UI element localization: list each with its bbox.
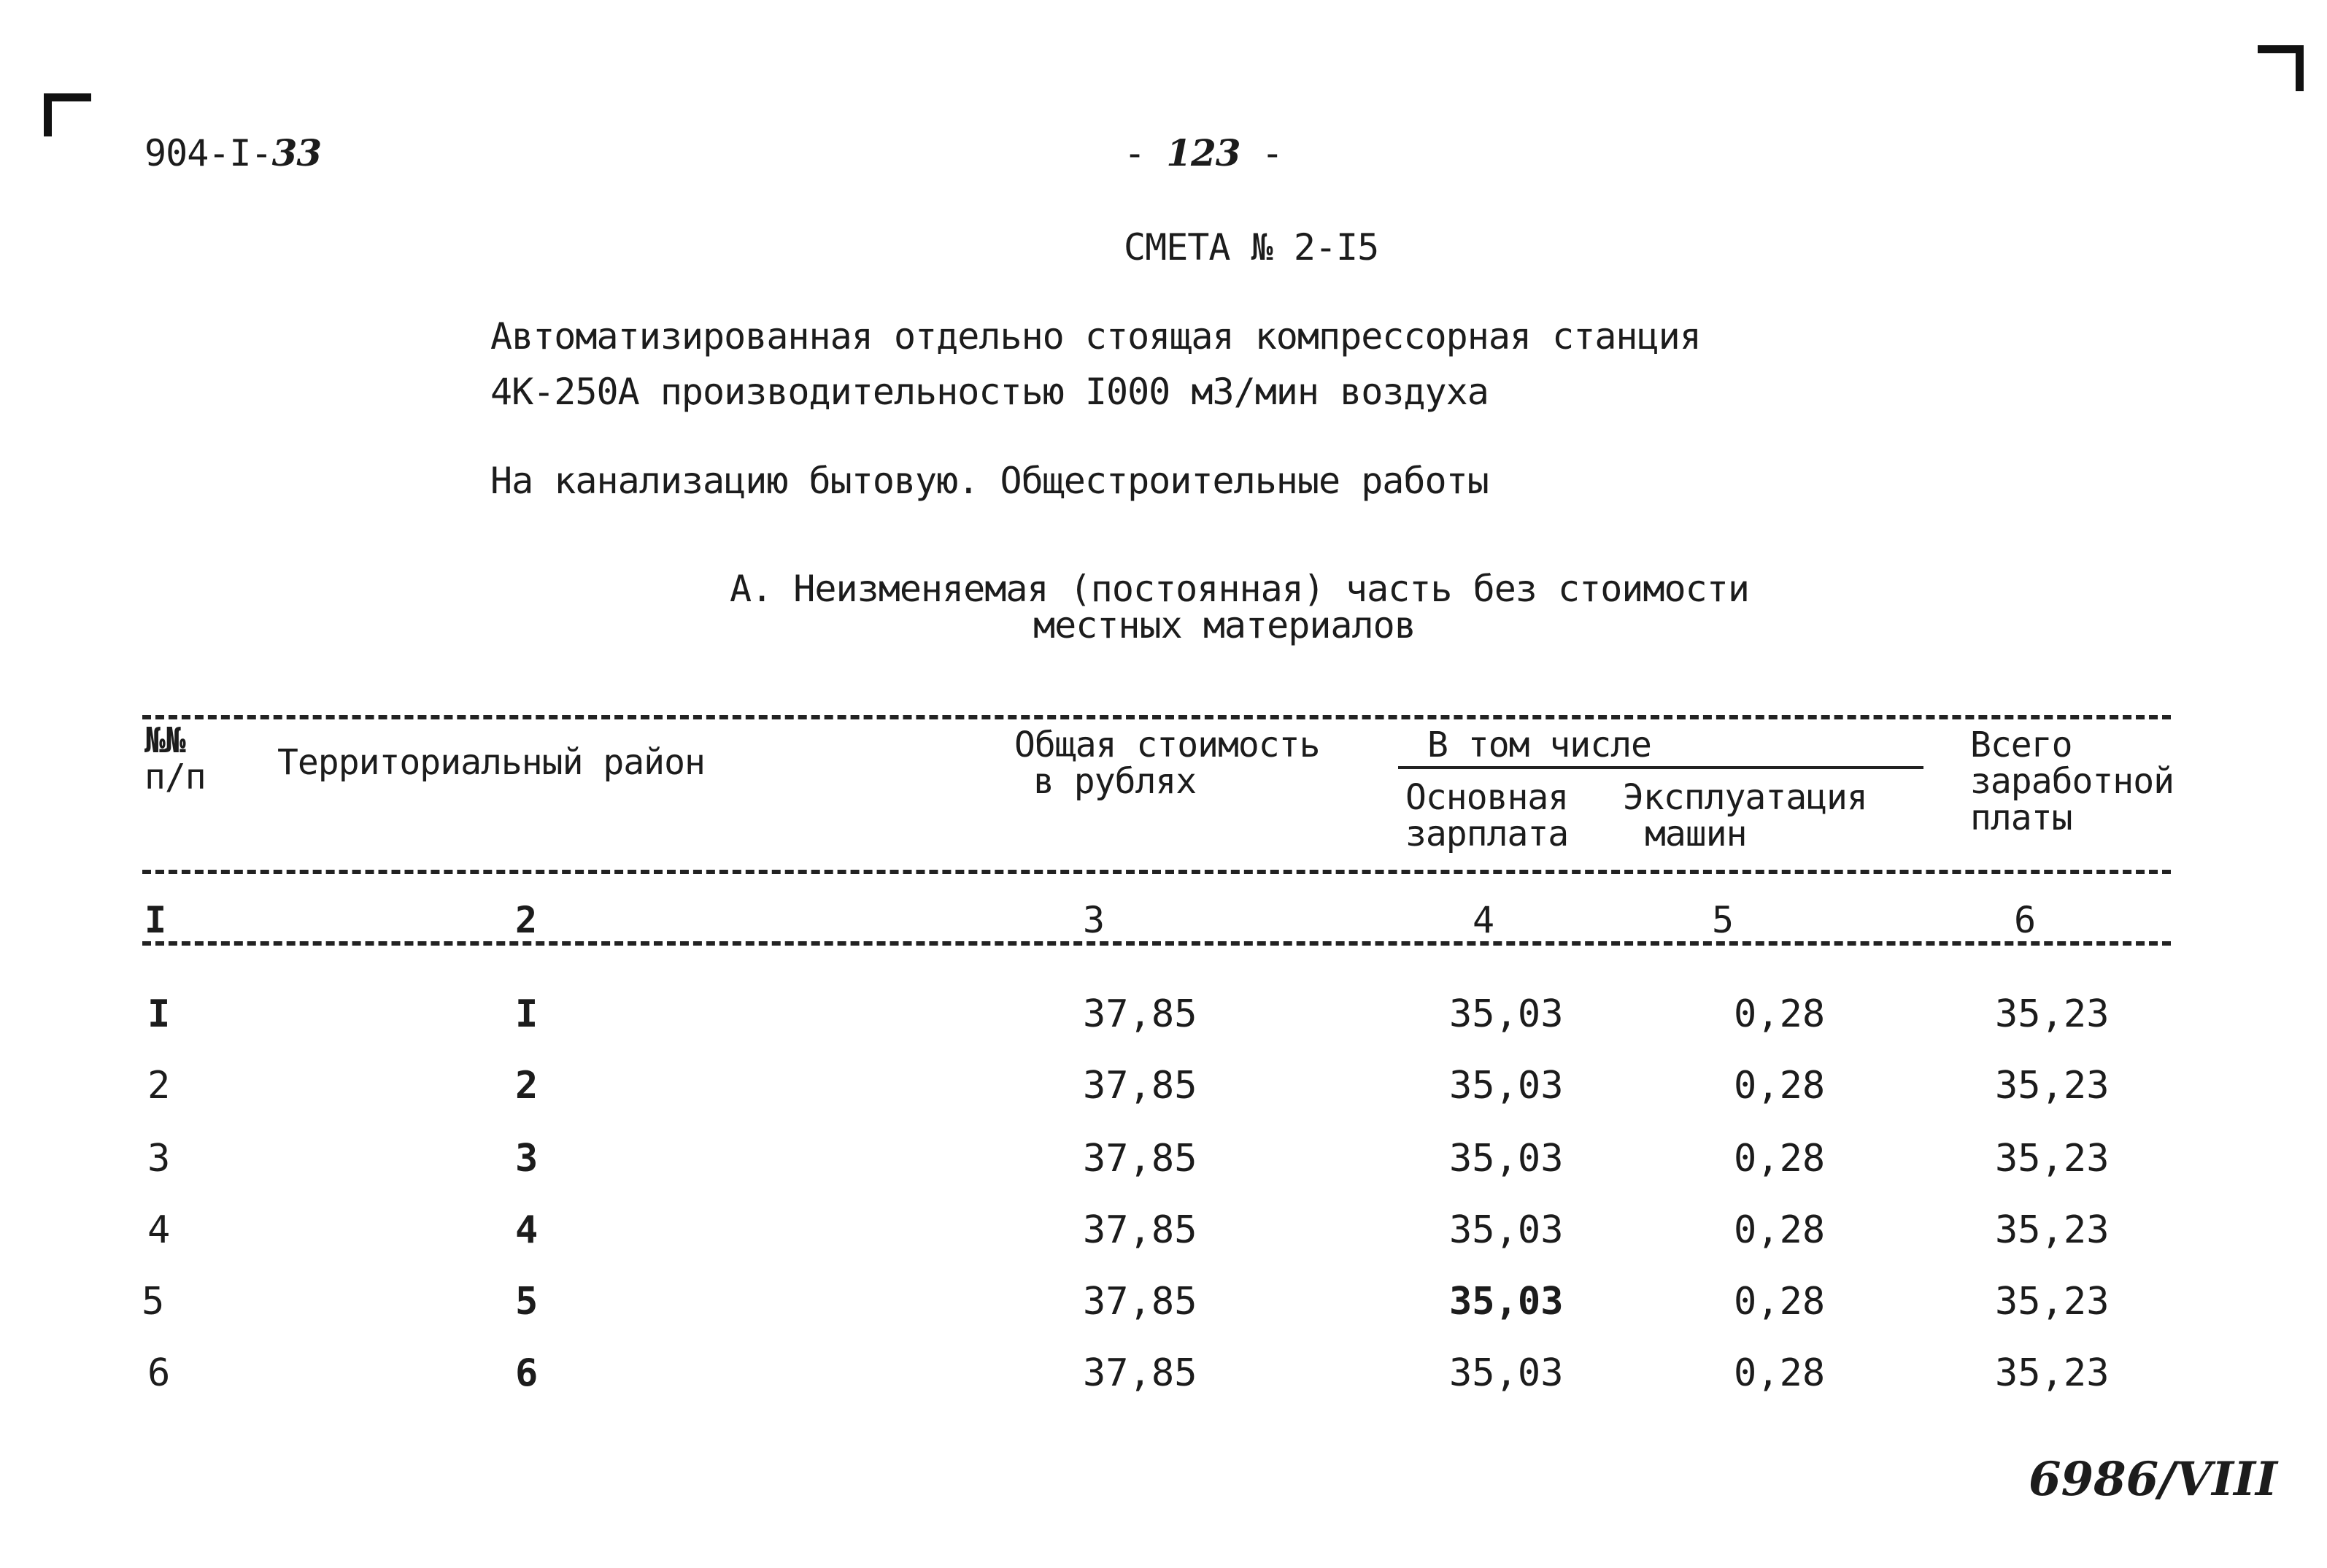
header-total-cost: Общая стоимость в рублях [1014,725,1320,802]
column-number-rule [142,941,2171,946]
total-wage-cell: 35,23 [1995,992,2110,1036]
total-wage-cell: 35,23 [1995,1351,2110,1395]
title-line-3: На канализацию бытовую. Общестроительные работы [490,460,1489,502]
total-cost-cell: 37,85 [1083,1208,1197,1252]
machine-cost-cell: 0,28 [1734,992,1826,1036]
estimate-title: СМЕТА № 2-I5 [1124,226,1379,269]
base-wage-cell: 35,03 [1449,1280,1564,1324]
column-number-5: 5 [1712,899,1734,941]
machine-cost-cell: 0,28 [1734,1351,1826,1395]
row-number: 6 [147,1351,171,1395]
district-cell: 5 [515,1280,539,1324]
page-number: - 123 - [1124,131,1283,174]
base-wage-cell: 35,03 [1449,992,1564,1036]
corner-mark-top-left [44,93,91,136]
header-group-including: В том числе [1427,725,1651,765]
total-wage-cell: 35,23 [1995,1208,2110,1252]
column-number-3: 3 [1083,899,1105,941]
district-cell: 6 [515,1351,539,1395]
total-wage-cell: 35,23 [1995,1137,2110,1181]
column-number-2: 2 [515,899,537,941]
machine-cost-cell: 0,28 [1734,1064,1826,1108]
machine-cost-cell: 0,28 [1734,1137,1826,1181]
machine-cost-cell: 0,28 [1734,1208,1826,1252]
machine-cost-cell: 0,28 [1734,1280,1826,1324]
row-number: 4 [147,1208,171,1252]
total-wage-cell: 35,23 [1995,1280,2110,1324]
district-cell: 2 [515,1064,539,1108]
corner-mark-top-right [2258,45,2304,91]
document-code-handwritten: 33 [271,131,322,174]
header-col-number: №№ п/п [144,720,206,797]
table-top-rule [142,715,2171,719]
total-wage-cell: 35,23 [1995,1064,2110,1108]
column-number-1: I [144,899,166,941]
column-number-4: 4 [1473,899,1494,941]
column-number-6: 6 [2014,899,2036,941]
district-cell: I [515,992,539,1036]
row-number: 2 [147,1064,171,1108]
total-cost-cell: 37,85 [1083,1280,1197,1324]
row-number: I [147,992,171,1036]
base-wage-cell: 35,03 [1449,1208,1564,1252]
total-cost-cell: 37,85 [1083,992,1197,1036]
header-machine-operation: Эксплуатация машин [1623,777,1867,854]
title-line-1: Автоматизированная отдельно стоящая компрессорная станция [490,315,1701,358]
total-cost-cell: 37,85 [1083,1137,1197,1181]
header-bottom-rule [142,870,2171,874]
row-number: 5 [142,1280,165,1324]
base-wage-cell: 35,03 [1449,1064,1564,1108]
handwritten-inventory-mark: 6986/VIII [2029,1452,2277,1507]
base-wage-cell: 35,03 [1449,1351,1564,1395]
header-base-wage: Основная зарплата [1405,777,1569,854]
header-territorial-district: Территориальный район [277,742,705,783]
section-a-title: А. Неизменяемая (постоянная) часть без стоимости [730,568,1749,610]
total-cost-cell: 37,85 [1083,1064,1197,1108]
group-header-underline [1398,766,1923,769]
title-line-2: 4К-250А производительностью I000 м3/мин воздуха [490,371,1489,413]
document-code: 904-I-33 [144,131,322,174]
base-wage-cell: 35,03 [1449,1137,1564,1181]
total-cost-cell: 37,85 [1083,1351,1197,1395]
district-cell: 4 [515,1208,539,1252]
row-number: 3 [147,1137,171,1181]
header-total-wages: Всего заработной платы [1970,725,2174,838]
district-cell: 3 [515,1137,539,1181]
section-a-subtitle: местных материалов [1033,604,1416,646]
